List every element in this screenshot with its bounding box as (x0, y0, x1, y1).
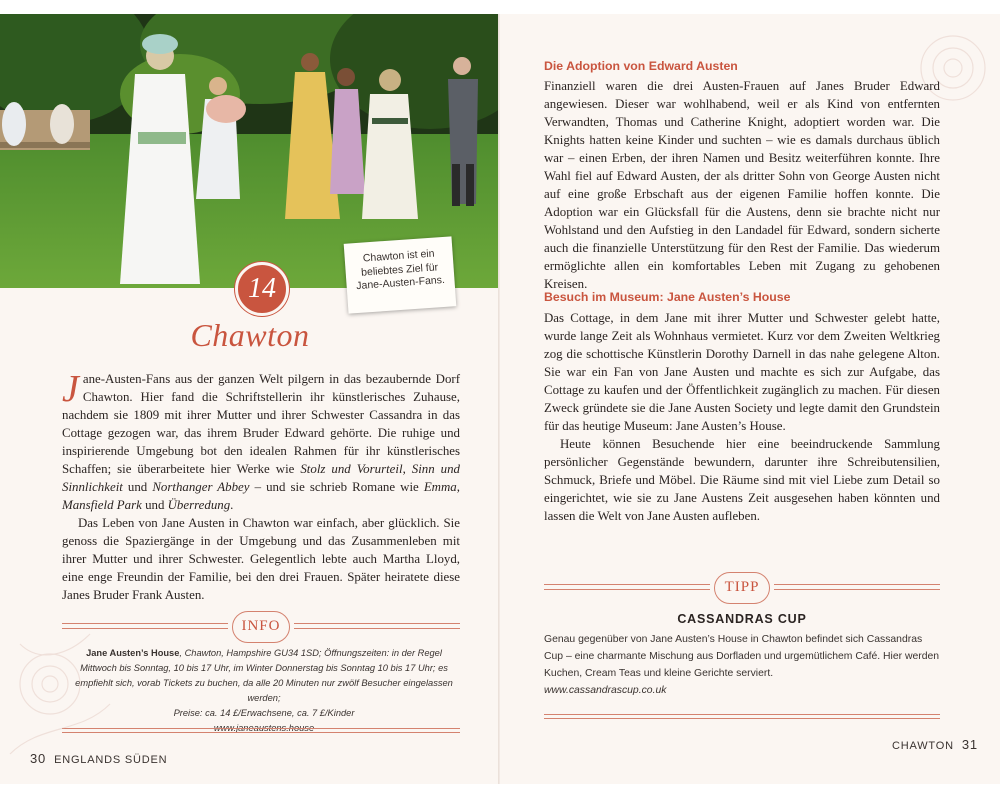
page-number-left: 30 (30, 751, 47, 766)
chapter-number-badge: 14 (235, 262, 289, 316)
adoption-text (544, 77, 940, 293)
work-title: Sinn und Sinnlichkeit (62, 462, 460, 494)
tipp-url[interactable]: www.cassandrascup.co.uk (544, 685, 667, 696)
info-label: INFO (232, 611, 290, 643)
tipp-title: CASSANDRAS CUP (677, 612, 807, 626)
rose-ornament-icon (0, 604, 130, 784)
life-paragraph: Das Leben von Jane Austen in Chawton war einfach, aber glücklich. Sie genoss die Spaziergänge in der Umgebung und das Zusammenleben mit ihrer Mutter und ihrer Schwester. Gelegentlich lebte auch Martha Lloyd, eine enge Freundin der Familie, bei den drei Frauen. Später heiratete diese Janes Bruder Frank Austen. (62, 516, 460, 602)
work-title: Emma (423, 480, 457, 494)
photo-caption-line: beliebtes Ziel für (360, 260, 439, 279)
work-title: Stolz und Vorurteil (300, 462, 403, 476)
work-title: Northanger Abbey (152, 480, 250, 494)
section-label-right: CHAWTON (892, 740, 954, 752)
work-title: Überredung (167, 498, 231, 512)
left-page (0, 14, 500, 784)
info-prices: Preise: ca. 14 £/Erwachsene, ca. 7 £/Kinder (173, 708, 355, 718)
photo-caption-line: Chawton ist ein (362, 247, 435, 265)
photo-caption-line: Jane-Austen-Fans. (355, 273, 446, 293)
info-details: , Chawton, Hampshire GU34 1SD; Öffnungszeiten: in der Regel Mittwoch bis Sonntag, 10 bis 17 Uhr, im Winter Donnerstag bis Sonntag 10 bis 17 Uhr; es empfiehlt sich, vorab Tickets zu buchen, da alle 20 Minuten nur zwölf Besucher eingelassen werden; (75, 648, 453, 703)
work-title: Mansfield Park (62, 498, 142, 512)
adoption-paragraph: Finanziell waren die drei Austen-Frauen auf Janes Bruder Edward angewiesen. Dieser war wohlhabend, weil er als Kind von entfernten Verwandten, Thomas und Catherine Knight, adoptiert worden war. Die Knights hatten keine Kinder und suchten – wie es damals durchaus üblich war – einen Erben, der ihren Namen und Besitz weiterführen konnte. Ihre Wahl fiel auf Edward Austen, der als dritter Sohn von George Austen nicht auf eine große Erbschaft aus der eigenen Familie hoffen konnte. Die Adoption war ein Glücksfall für die Austens, denn sie brachte nicht nur Wohlstand und den Aufstieg in den Landadel für Edward, sondern sicherte auch die finanzielle Unterstützung für den Rest der Familie. Das wiederum ermöglichte allen ein komfortables Leben mit Zugang zu gehobenen Kreisen. (544, 79, 940, 291)
page-number-right: 31 (961, 737, 978, 752)
museum-text (544, 309, 940, 525)
section-heading-museum: Besuch im Museum: Jane Austen’s House (544, 290, 791, 304)
info-url[interactable]: www.janeaustens.house (213, 723, 315, 733)
info-venue-name: Jane Austen’s House (86, 648, 180, 658)
museum-paragraph: Das Cottage, in dem Jane mit ihrer Mutter und Schwester gelebt hatte, wurde lange Zeit als Wohnhaus vermietet. Kurz vor dem Zweiten Weltkrieg zog die schottische Künstlerin Dorothy Darnell in das nahe gelegene Alton. Sie war ein Fan von Jane Austen und machte es sich zur Aufgabe, das Cottage zu kaufen und der Öffentlichkeit zugänglich zu machen. Für diesen Zweck gründete sie die Jane Austen Society und legte damit den Grundstein für das heutige Museum: Jane Austen’s House. (544, 311, 940, 433)
photo-caption (344, 236, 457, 313)
tipp-label: TIPP (714, 572, 770, 604)
tipp-text (544, 631, 940, 699)
tipp-bottom-rule (544, 714, 940, 719)
chapter-title: Chawton (190, 317, 310, 353)
museum-paragraph: Heute können Besuchende hier eine beeindruckende Sammlung persönlicher Gegenstände bewundern, darunter ihre Schreibutensilien, Schmuck, Briefe und Möbel. Die Räume sind mit viel Liebe zum Detail so eingerichtet, wie sie zu Jane Austens Zeit ausgesehen haben könnten und lassen die Welt von Jane Austen aufleben. (544, 437, 940, 523)
right-footer (892, 737, 986, 752)
section-heading-adoption: Die Adoption von Edward Austen (544, 59, 738, 73)
tipp-divider (544, 578, 940, 598)
left-body-text (62, 370, 460, 604)
intro-paragraph: Jane-Austen-Fans aus der ganzen Welt pilgern in das bezaubernde Dorf Chawton. Hier fand die Schriftstellerin ihr künstlerisches Zuhause, nachdem sie 1809 mit ihrer Mutter und ihrer Schwester Cassandra in das Cottage gezogen war, das ihrem Bruder Edward gehörte. Die ruhige und inspirierende Umgebung bot den idealen Rahmen für ihr künstlerisches Schaffen; sie überarbeitete hier Werke wie Stolz und Vorurteil, Sinn und Sinnlichkeit und Northanger Abbey – und sie schrieb Romane wie Emma, Mansfield Park und Überredung. (62, 368, 460, 512)
tipp-description: Genau gegenüber von Jane Austen’s House in Chawton befindet sich Cassandras Cup – eine charmante Mischung aus Dorfladen und urgemütlichem Café. Hier werden Kuchen, Cream Teas und kleine Gerichte serviert. (544, 634, 940, 679)
section-label-left: ENGLANDS SÜDEN (54, 754, 168, 766)
